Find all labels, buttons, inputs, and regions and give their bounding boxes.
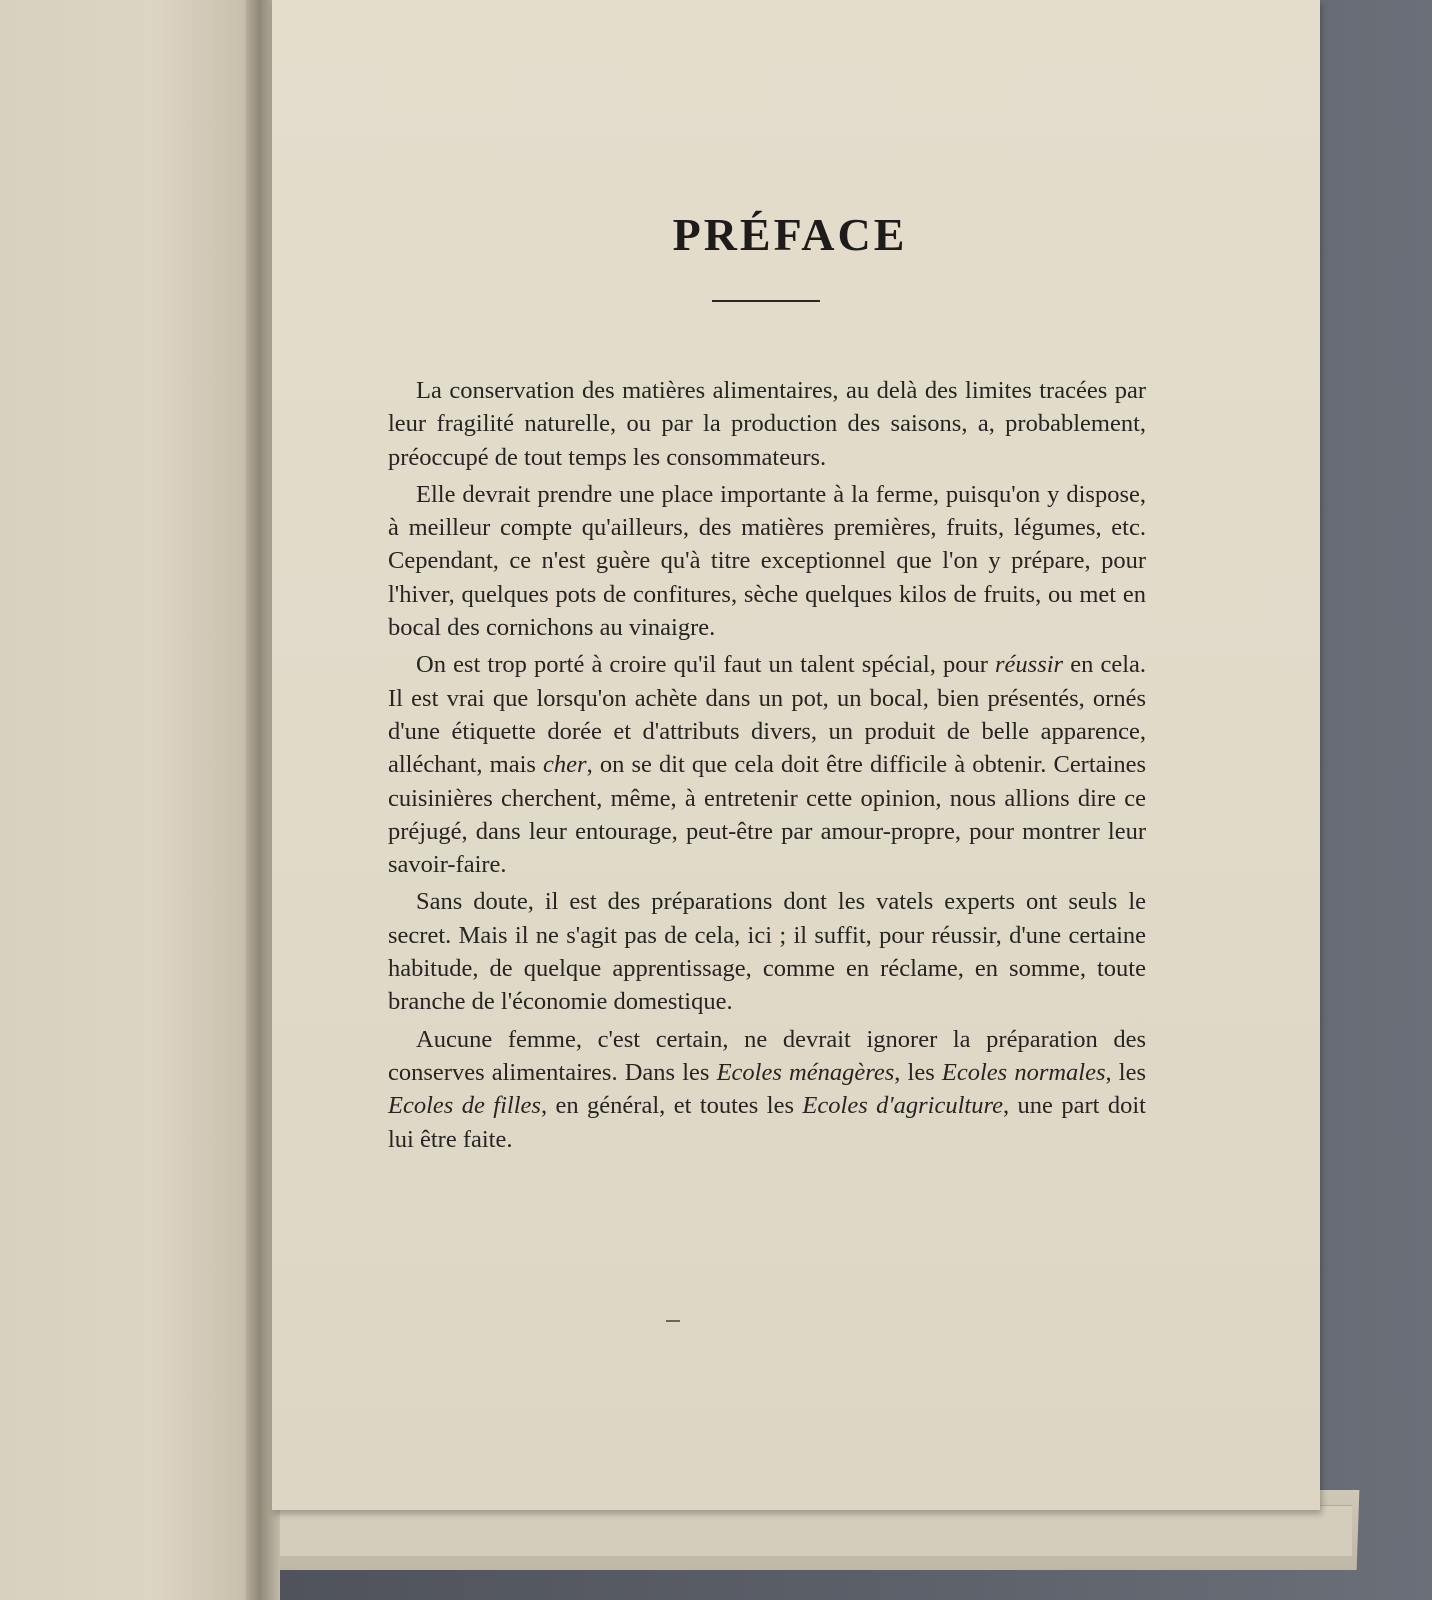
italic-text: Ecoles de filles bbox=[388, 1092, 541, 1120]
text-run: Sans doute, il est des préparations dont les vatels experts ont seuls le secret. Mais il ne s'agit pas de cela, ici ; il suffit, pour réussir, d'une certaine habitude, de quelque apprentissage, comme en réclame, en somme, toute branche de l'économie domestique. bbox=[388, 888, 1146, 1016]
paragraph bbox=[388, 1023, 1146, 1156]
text-run: , une part doit lui être faite. bbox=[388, 1092, 1146, 1153]
italic-text: réussir bbox=[995, 651, 1064, 679]
page-title: PRÉFACE bbox=[672, 209, 908, 260]
text-run: Elle devrait prendre une place importante à la ferme, puisqu'on y dispose, à meilleur compte qu'ailleurs, des matières premières, fruits, légumes, etc. Cependant, ce n'est guère qu'à titre exceptionnel que l'on y prépare, pour l'hiver, quelques pots de confitures, sèche quelques kilos de fruits, ou met en bocal des cornichons au vinaigre. bbox=[388, 480, 1146, 642]
text-run: , les bbox=[1105, 1058, 1146, 1086]
italic-text: cher bbox=[543, 751, 587, 779]
text-run: , en général, et toutes les bbox=[540, 1092, 803, 1120]
text-run: , les bbox=[894, 1058, 942, 1086]
footer-dash bbox=[666, 1320, 680, 1322]
title-rule bbox=[712, 300, 820, 302]
text-run: La conservation des matières alimentaires, au delà des limites tracées par leur fragilité naturelle, ou par la production des saisons, a, probablement, préoccupé de tout temps les consommateurs. bbox=[388, 377, 1146, 471]
paragraph bbox=[388, 374, 1146, 474]
preface-body bbox=[388, 374, 1146, 1160]
italic-text: Ecoles normales bbox=[941, 1058, 1106, 1086]
paragraph bbox=[388, 885, 1146, 1018]
text-run: On est trop porté à croire qu'il faut un talent spécial, pour bbox=[416, 651, 995, 679]
paragraph bbox=[388, 478, 1146, 644]
paragraph bbox=[388, 648, 1146, 881]
text-run: Aucune femme, c'est certain, ne devrait ignorer la préparation des conserves alimentaires. Dans les bbox=[388, 1025, 1146, 1086]
page-stack-edge-lower bbox=[262, 1505, 1352, 1556]
book-page bbox=[272, 0, 1320, 1510]
italic-text: Ecoles d'agriculture bbox=[802, 1092, 1003, 1120]
text-run: , on se dit que cela doit être difficile à obtenir. Certaines cuisinières cherchent, même, à entretenir cette opinion, nous allions dire ce préjugé, dans leur entourage, peut-être par amour-propre, pour montrer leur savoir-faire. bbox=[388, 751, 1146, 879]
left-facing-page bbox=[0, 0, 262, 1600]
italic-text: Ecoles ménagères bbox=[716, 1058, 895, 1086]
text-run: en cela. Il est vrai que lorsqu'on achète dans un pot, un bocal, bien présentés, ornés d'une étiquette dorée et d'attributs divers, un produit de belle apparence, alléchant, mais bbox=[388, 651, 1146, 779]
